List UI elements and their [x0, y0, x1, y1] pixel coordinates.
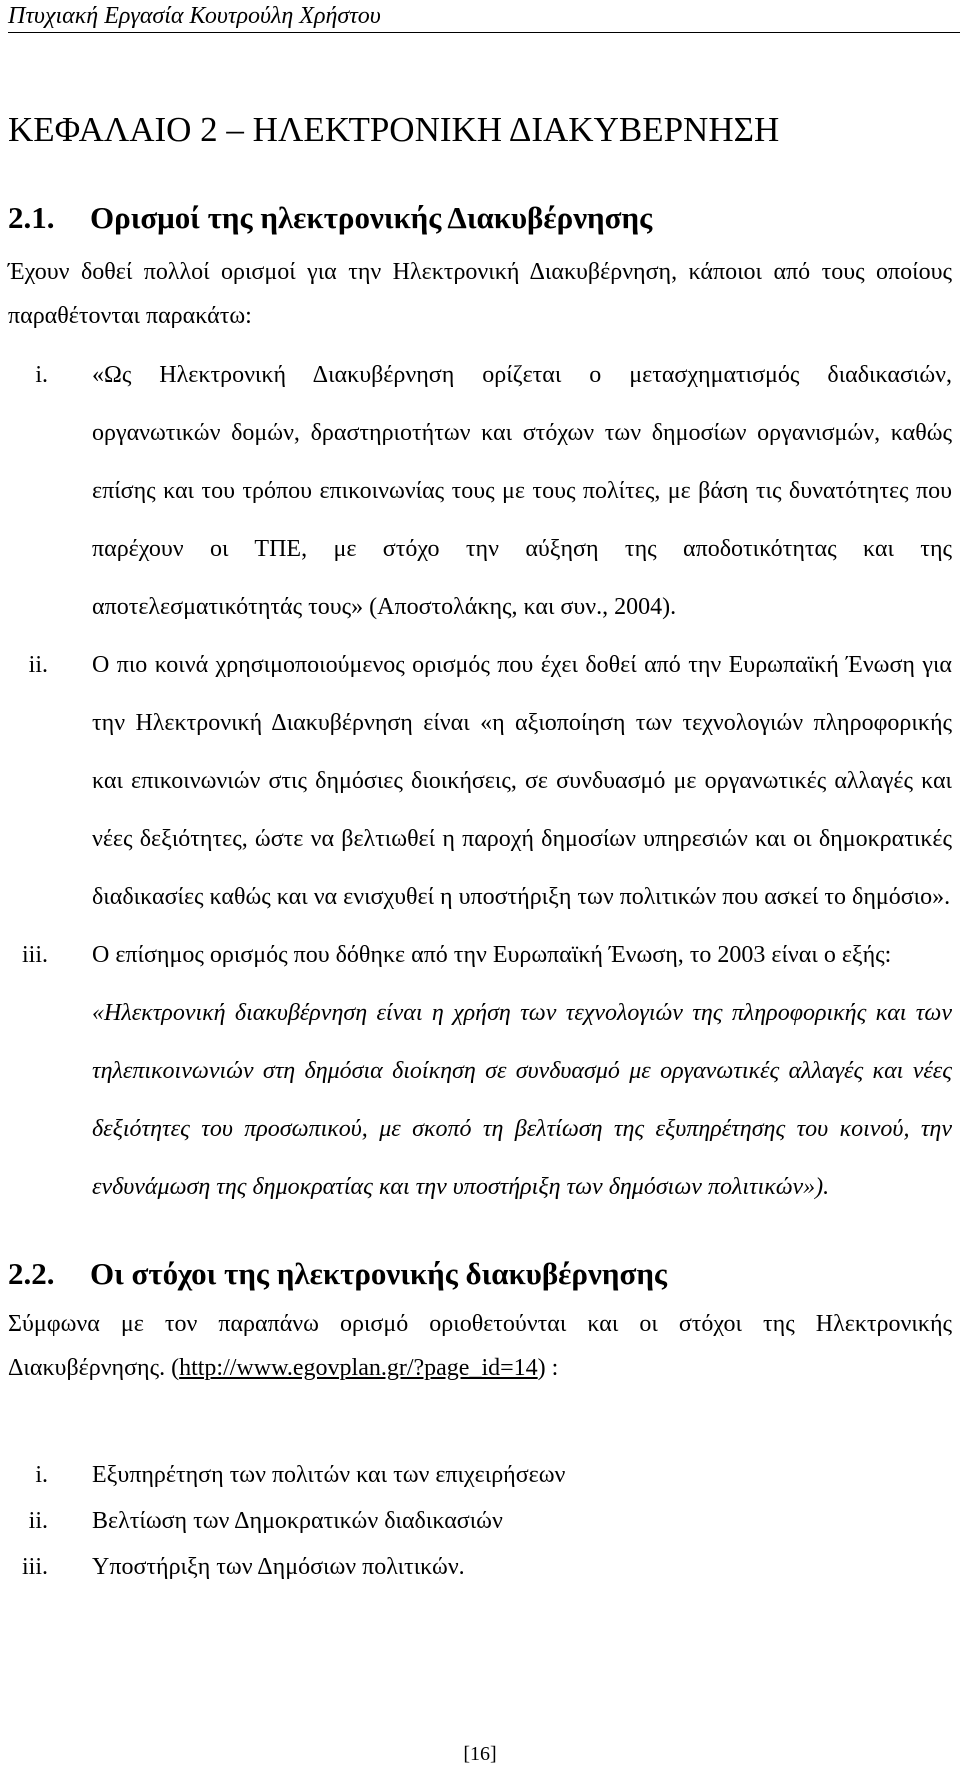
- goal-text: Βελτίωση των Δημοκρατικών διαδικασιών: [92, 1508, 503, 1534]
- goal-text: Εξυπηρέτηση των πολιτών και των επιχειρήσεων: [92, 1462, 566, 1488]
- definition-item: [8, 346, 952, 636]
- list-marker: iii.: [21, 1554, 48, 1580]
- page-number: [16]: [463, 1743, 497, 1765]
- goal-item: [8, 1452, 952, 1498]
- goals-intro-suffix: ) :: [537, 1355, 559, 1381]
- section-title: Ορισμοί της ηλεκτρονικής Διακυβέρνησης: [90, 200, 653, 235]
- list-marker: iii.: [21, 942, 48, 968]
- goal-item: [8, 1544, 952, 1590]
- chapter-title: ΚΕΦΑΛΑΙΟ 2 – ΗΛΕΚΤΡΟΝΙΚΗ ΔΙΑΚΥΒΕΡΝΗΣΗ: [8, 110, 780, 149]
- section-number: 2.2.: [8, 1256, 55, 1291]
- goals-intro: [8, 1302, 952, 1390]
- definitions-list: [8, 346, 952, 1216]
- section-title: Οι στόχοι της ηλεκτρονικής διακυβέρνησης: [90, 1256, 667, 1291]
- goal-item: [8, 1498, 952, 1544]
- list-marker: ii.: [28, 1508, 48, 1534]
- list-marker: i.: [35, 362, 48, 388]
- list-marker: i.: [35, 1462, 48, 1488]
- definition-item: [8, 926, 952, 1216]
- goals-list: [8, 1452, 952, 1590]
- goals-intro-text: Σύμφωνα με τον παραπάνω ορισμό οριοθετούνται και οι στόχοι της Ηλεκτρονικής Διακυβέρνησης. (: [8, 1311, 952, 1381]
- egovplan-link[interactable]: http://www.egovplan.gr/?page_id=14: [179, 1355, 538, 1381]
- section-heading-definitions: [8, 198, 652, 238]
- section-number: 2.1.: [8, 200, 55, 235]
- eu-official-definition-quote: «Ηλεκτρονική διακυβέρνηση είναι η χρήση των τεχνολογιών της πληροφορικής και των τηλεπικοινωνιών στη δημόσια διοίκηση σε συνδυασμό με οργανωτικές αλλαγές και νέες δεξιότητες του προσωπικού, με σκοπό τη βελτίωση της εξυπηρέτησης του κοινού, την ενδυνάμωση της δημοκρατίας και την υποστήριξη των δημόσιων πολιτικών»).: [92, 1000, 952, 1200]
- section-heading-goals: [8, 1254, 667, 1294]
- definition-text: «Ως Ηλεκτρονική Διακυβέρνηση ορίζεται ο μετασχηματισμός διαδικασιών, οργανωτικών δομών, δραστηριοτήτων και στόχων των δημοσίων οργανισμών, καθώς επίσης και του τρόπου επικοινωνίας τους με τους πολίτες, με βάση τις δυνατότητες που παρέχουν οι ΤΠΕ, με στόχο την αύξηση της αποδοτικότητας και της αποτελεσματικότητάς τους» (Αποστολάκης, και συν., 2004).: [92, 362, 952, 620]
- goal-text: Υποστήριξη των Δημόσιων πολιτικών.: [92, 1554, 465, 1580]
- definition-text: Ο επίσημος ορισμός που δόθηκε από την Ευρωπαϊκή Ένωση, το 2003 είναι ο εξής:: [92, 942, 892, 968]
- definitions-intro: Έχουν δοθεί πολλοί ορισμοί για την Ηλεκτρονική Διακυβέρνηση, κάποιοι από τους οποίους παραθέτονται παρακάτω:: [8, 259, 952, 329]
- running-header: Πτυχιακή Εργασία Κουτρούλη Χρήστου: [8, 2, 960, 33]
- list-marker: ii.: [28, 652, 48, 678]
- definition-item: [8, 636, 952, 926]
- definition-text: Ο πιο κοινά χρησιμοποιούμενος ορισμός που έχει δοθεί από την Ευρωπαϊκή Ένωση για την Ηλεκτρονική Διακυβέρνηση είναι «η αξιοποίηση των τεχνολογιών πληροφορικής και επικοινωνιών στις δημόσιες διοικήσεις, σε συνδυασμό με οργανωτικές αλλαγές και νέες δεξιότητες, ώστε να βελτιωθεί η παροχή δημοσίων υπηρεσιών και οι δημοκρατικές διαδικασίες καθώς και να ενισχυθεί η υποστήριξη των πολιτικών που ασκεί το δημόσιο».: [92, 652, 952, 910]
